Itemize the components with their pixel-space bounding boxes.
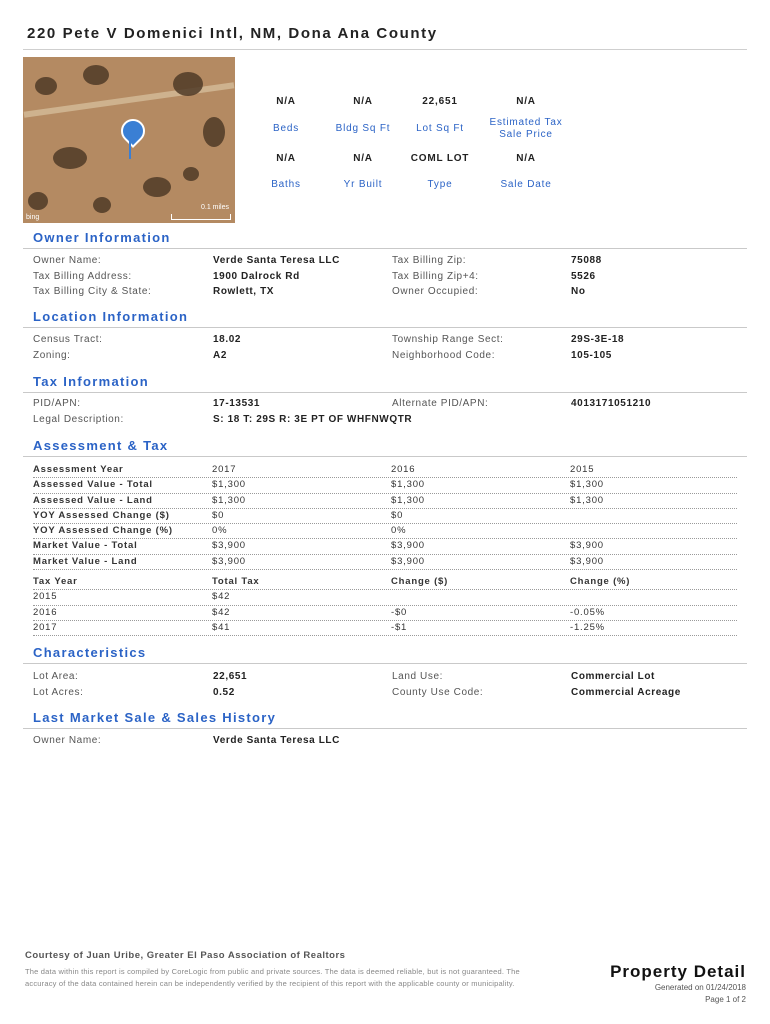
table-cell: $1,300	[570, 494, 604, 506]
beds-label: Beds	[273, 123, 299, 134]
table-cell: 2016	[391, 464, 416, 475]
billing-address-label: Tax Billing Address:	[33, 270, 132, 282]
sales-divider	[23, 728, 747, 729]
land-use-value: Commercial Lot	[571, 671, 655, 682]
owner-name-label: Owner Name:	[33, 255, 102, 266]
map-pin-icon[interactable]	[116, 114, 150, 148]
document-title: Property Detail	[610, 962, 746, 981]
assessment-year-label: Assessment Year	[33, 464, 124, 475]
table-row	[33, 478, 737, 493]
disclaimer-line: The data within this report is compiled by CoreLogic from public and private sources. The data is deemed reliable, but is not guaranteed. The	[25, 967, 520, 976]
owner-section-title: Owner Information	[33, 230, 171, 245]
change-pct-header: Change (%)	[570, 576, 631, 587]
table-row	[33, 606, 737, 621]
map-shrub	[143, 177, 171, 197]
billing-city-label: Tax Billing City & State:	[33, 286, 152, 297]
assessed-total-label: Assessed Value - Total	[33, 479, 153, 491]
table-cell: $41	[212, 621, 231, 633]
assessment-table	[33, 463, 737, 570]
lot-sqft-label: Lot Sq Ft	[416, 123, 464, 134]
owner-name-value: Verde Santa Teresa LLC	[213, 255, 340, 266]
page-number: Page 1 of 2	[705, 995, 746, 1004]
bldg-sqft-value: N/A	[353, 96, 373, 107]
table-row	[33, 463, 737, 478]
sale-date-value: N/A	[516, 153, 536, 164]
tax-year-header: Tax Year	[33, 576, 78, 587]
page-title: 220 Pete V Domenici Intl, NM, Dona Ana County	[27, 25, 438, 42]
table-cell: 2017	[33, 621, 58, 633]
table-cell: 2015	[570, 464, 595, 475]
table-cell: 2016	[33, 606, 58, 618]
map-shrub	[53, 147, 87, 169]
table-cell: 0%	[391, 525, 407, 537]
characteristics-divider	[23, 663, 747, 664]
census-tract-value: 18.02	[213, 334, 242, 345]
location-right-values	[571, 332, 624, 363]
location-section-title: Location Information	[33, 309, 189, 324]
table-cell: $0	[391, 509, 404, 521]
market-total-label: Market Value - Total	[33, 540, 138, 552]
owner-right-labels	[392, 253, 479, 300]
map-shrub	[28, 192, 48, 210]
billing-zip-label: Tax Billing Zip:	[392, 255, 467, 266]
type-value: COML LOT	[410, 153, 470, 164]
location-left-values	[213, 332, 241, 363]
yr-built-value: N/A	[353, 153, 373, 164]
yoy-change-pct-label: YOY Assessed Change (%)	[33, 525, 173, 537]
township-label: Township Range Sect:	[392, 334, 504, 345]
table-cell: $3,900	[212, 540, 246, 552]
map-shrub	[83, 65, 109, 85]
map-pin-stem	[129, 141, 131, 159]
assessment-section-title: Assessment & Tax	[33, 438, 169, 453]
table-cell: -$1	[391, 621, 408, 633]
owner-occupied-value: No	[571, 286, 586, 297]
baths-value: N/A	[276, 153, 296, 164]
table-cell: $3,900	[570, 555, 604, 567]
footer	[25, 950, 585, 990]
pid-label: PID/APN:	[33, 398, 81, 409]
billing-city-value: Rowlett, TX	[213, 286, 275, 297]
location-left-labels	[33, 332, 103, 363]
table-cell: $42	[212, 591, 231, 603]
property-map[interactable]	[23, 57, 235, 223]
table-cell: $42	[212, 606, 231, 618]
neighborhood-code-label: Neighborhood Code:	[392, 349, 496, 361]
disclaimer-line: accuracy of the data contained herein can be independently verified by the recipient of this report with the applicable county or municipality.	[25, 979, 515, 988]
owner-left-labels	[33, 253, 151, 300]
billing-zip4-value: 5526	[571, 270, 596, 282]
owner-right-values	[571, 253, 602, 300]
table-cell: $3,900	[391, 540, 425, 552]
map-scale-bar	[171, 214, 231, 220]
table-cell: 0%	[212, 525, 228, 537]
est-tax-sale-label: Estimated Tax Sale Price	[489, 117, 563, 140]
lot-acres-label: Lot Acres:	[33, 686, 84, 698]
township-value: 29S-3E-18	[571, 334, 625, 345]
table-row	[33, 555, 737, 570]
tax-left-values	[213, 396, 412, 427]
map-shrub	[173, 72, 203, 96]
map-shrub	[93, 197, 111, 213]
alt-pid-value-wrap	[571, 396, 651, 412]
table-cell: 2015	[33, 591, 58, 603]
location-right-labels	[392, 332, 504, 363]
yr-built-label: Yr Built	[343, 179, 383, 190]
alt-pid-value: 4013171051210	[571, 398, 652, 409]
county-use-code-value: Commercial Acreage	[571, 686, 681, 698]
zoning-value: A2	[213, 349, 227, 361]
table-header-row	[33, 575, 737, 590]
table-row	[33, 524, 737, 539]
table-cell: $3,900	[570, 540, 604, 552]
table-cell: -0.05%	[570, 606, 605, 618]
sales-owner-label-wrap	[33, 733, 101, 749]
lot-area-label: Lot Area:	[33, 671, 79, 682]
legal-description-label: Legal Description:	[33, 413, 124, 425]
land-use-label: Land Use:	[392, 671, 443, 682]
pid-value: 17-13531	[213, 398, 261, 409]
yoy-change-dollar-label: YOY Assessed Change ($)	[33, 509, 170, 521]
billing-zip4-label: Tax Billing Zip+4:	[392, 270, 479, 282]
lot-acres-value: 0.52	[213, 686, 235, 698]
alt-pid-label: Alternate PID/APN:	[392, 398, 489, 409]
sales-owner-value: Verde Santa Teresa LLC	[213, 735, 340, 746]
map-shrub	[183, 167, 199, 181]
sale-date-label: Sale Date	[500, 179, 552, 190]
table-cell: $1,300	[570, 479, 604, 491]
location-divider	[23, 327, 747, 328]
table-row	[33, 590, 737, 605]
map-shrub	[203, 117, 225, 147]
owner-divider	[23, 248, 747, 249]
billing-address-value: 1900 Dalrock Rd	[213, 270, 300, 282]
billing-zip-value: 75088	[571, 255, 602, 266]
assessed-land-label: Assessed Value - Land	[33, 494, 153, 506]
table-cell: $0	[212, 509, 225, 521]
tax-divider	[23, 392, 747, 393]
market-land-label: Market Value - Land	[33, 555, 138, 567]
tax-left-labels	[33, 396, 124, 427]
table-cell: $1,300	[212, 479, 246, 491]
courtesy-text: Courtesy of Juan Uribe, Greater El Paso Association of Realtors	[25, 950, 346, 961]
zoning-label: Zoning:	[33, 349, 71, 361]
owner-left-values	[213, 253, 340, 300]
table-cell: $3,900	[391, 555, 425, 567]
char-right-values	[571, 669, 681, 700]
sales-owner-label: Owner Name:	[33, 735, 102, 746]
char-left-values	[213, 669, 247, 700]
lot-area-value: 22,651	[213, 671, 248, 682]
type-label: Type	[427, 179, 453, 190]
owner-occupied-label: Owner Occupied:	[392, 286, 479, 297]
char-right-labels	[392, 669, 483, 700]
map-scale	[171, 204, 231, 220]
map-shrub	[35, 77, 57, 95]
tax-section-title: Tax Information	[33, 374, 150, 389]
generated-date: Generated on 01/24/2018	[654, 983, 746, 992]
neighborhood-code-value: 105-105	[571, 349, 612, 361]
table-cell: -$0	[391, 606, 408, 618]
characteristics-section-title: Characteristics	[33, 645, 147, 660]
lot-sqft-value: 22,651	[422, 96, 458, 107]
tax-history-table	[33, 575, 737, 636]
assessment-divider	[23, 456, 747, 457]
sales-owner-value-wrap	[213, 733, 340, 749]
table-row	[33, 539, 737, 554]
census-tract-label: Census Tract:	[33, 334, 103, 345]
table-cell: $1,300	[391, 479, 425, 491]
table-row	[33, 494, 737, 509]
bldg-sqft-label: Bldg Sq Ft	[335, 123, 391, 134]
change-dollar-header: Change ($)	[391, 576, 449, 587]
baths-label: Baths	[271, 179, 301, 190]
char-left-labels	[33, 669, 83, 700]
table-row	[33, 621, 737, 636]
title-divider	[23, 49, 747, 50]
beds-value: N/A	[276, 96, 296, 107]
est-tax-sale-value: N/A	[516, 96, 536, 107]
map-logo: bing	[26, 214, 40, 221]
table-cell: $1,300	[212, 494, 246, 506]
table-row	[33, 509, 737, 524]
county-use-code-label: County Use Code:	[392, 686, 484, 698]
table-cell: $3,900	[212, 555, 246, 567]
disclaimer-text	[25, 966, 585, 990]
table-cell: -1.25%	[570, 621, 605, 633]
table-cell: $1,300	[391, 494, 425, 506]
total-tax-header: Total Tax	[212, 576, 260, 587]
sales-section-title: Last Market Sale & Sales History	[33, 710, 277, 725]
map-scale-label: 0.1 miles	[200, 204, 229, 211]
alt-pid-label-wrap	[392, 396, 488, 412]
legal-description-value: S: 18 T: 29S R: 3E PT OF WHFNWQTR	[213, 413, 413, 425]
table-cell: 2017	[212, 464, 237, 475]
